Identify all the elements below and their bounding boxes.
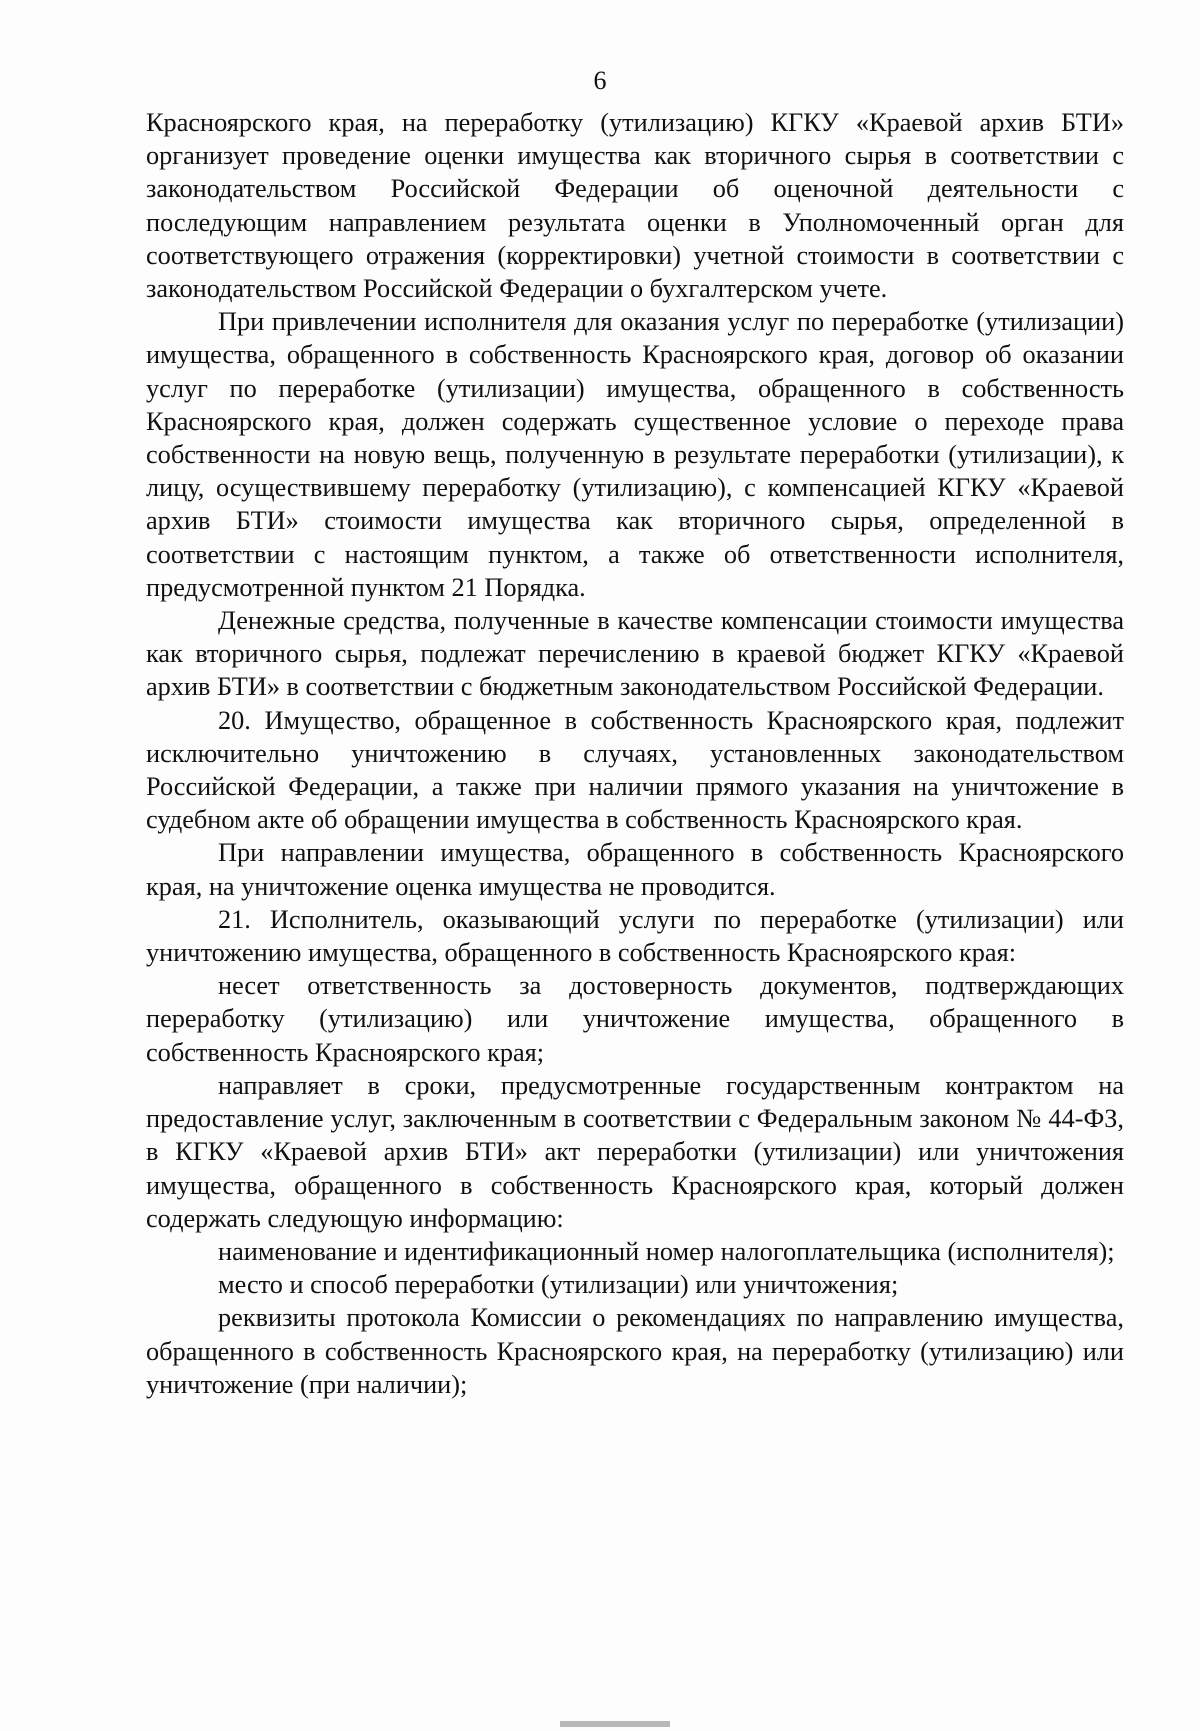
document-body xyxy=(146,106,1124,1401)
paragraph: 21. Исполнитель, оказывающий услуги по переработке (утилизации) или уничтожению имущества, обращенного в собственность Красноярского края: xyxy=(146,904,1124,968)
paragraph: При направлении имущества, обращенного в собственность Красноярского края, на уничтожение оценка имущества не проводится. xyxy=(146,838,1124,901)
paragraph: наименование и идентификационный номер налогоплательщика (исполнителя); xyxy=(218,1236,1115,1266)
paragraph: Красноярского края, на переработку (утилизацию) КГКУ «Краевой архив БТИ» организует проведение оценки имущества как вторичного сырья в соответствии с законодательством Российской Федерации об оценочной деятельности с последующим направлением результата оценки в Уполномоченный орган для соответствующего отражения (корректировки) учетной стоимости в соответствии с законодательством Российской Федерации о бухгалтерском учете. xyxy=(146,108,1124,304)
paragraph: 20. Имущество, обращенное в собственность Красноярского края, подлежит исключительно уничтожению в случаях, установленных законодательством Российской Федерации, а также при наличии прямого указания на уничтожение в судебном акте об обращении имущества в собственность Красноярского края. xyxy=(146,705,1124,835)
paragraph: направляет в сроки, предусмотренные государственным контрактом на предоставление услуг, заключенным в соответствии с Федеральным законом № 44-ФЗ, в КГКУ «Краевой архив БТИ» акт переработки (утилизации) или уничтожения имущества, обращенного в собственность Красноярского края, который должен содержать следующую информацию: xyxy=(146,1070,1124,1233)
scan-artifact-mark xyxy=(560,1721,670,1727)
page-number: 6 xyxy=(593,66,607,95)
paragraph: реквизиты протокола Комиссии о рекомендациях по направлению имущества, обращенного в собственность Красноярского края, на переработку (утилизацию) или уничтожение (при наличии); xyxy=(146,1303,1124,1399)
paragraph: Денежные средства, полученные в качестве компенсации стоимости имущества как вторичного сырья, подлежат перечислению в краевой бюджет КГКУ «Краевой архив БТИ» в соответствии с бюджетным законодательством Российской Федерации. xyxy=(146,606,1124,702)
paragraph: При привлечении исполнителя для оказания услуг по переработке (утилизации) имущества, обращенного в собственность Красноярского края, договор об оказании услуг по переработке (утилизации) имущества, обращенного в собственность Красноярского края, должен содержать существенное условие о переходе права собственности на новую вещь, полученную в результате переработки (утилизации), к лицу, осуществившему переработку (утилизацию), с компенсацией КГКУ «Краевой архив БТИ» стоимости имущества как вторичного сырья, определенной в соответствии с настоящим пунктом, а также об ответственности исполнителя, предусмотренной пунктом 21 Порядка. xyxy=(146,307,1124,602)
paragraph: несет ответственность за достоверность документов, подтверждающих переработку (утилизацию) или уничтожение имущества, обращенного в собственность Красноярского края; xyxy=(146,971,1124,1067)
paragraph: место и способ переработки (утилизации) или уничтожения; xyxy=(218,1270,899,1300)
